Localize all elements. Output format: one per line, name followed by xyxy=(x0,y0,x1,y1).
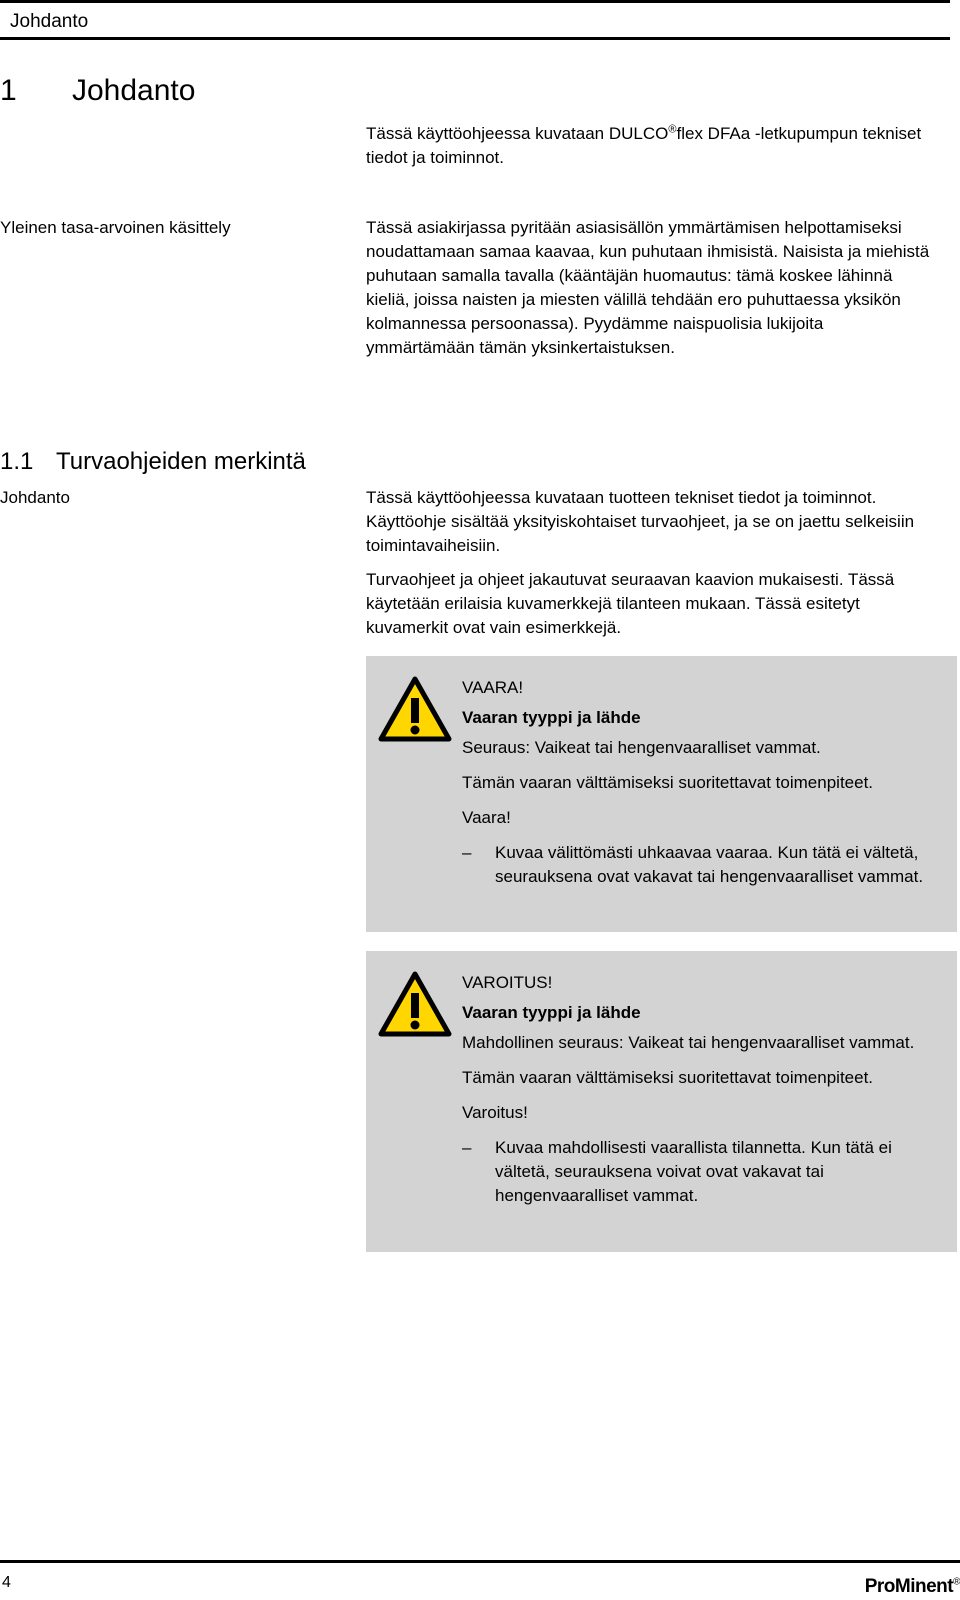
warning-triangle-icon xyxy=(378,971,452,1037)
section-heading-1 xyxy=(0,74,195,108)
registered-mark: ® xyxy=(668,123,677,136)
intro-paragraph xyxy=(366,122,936,170)
brand-name: ProMinent xyxy=(864,1576,954,1597)
page-number: 4 xyxy=(2,1574,11,1591)
section-heading-1-1 xyxy=(0,448,306,476)
signal-word: VAARA! xyxy=(462,678,524,697)
signal-word: VAROITUS! xyxy=(462,973,553,992)
hazard-level: Vaara! xyxy=(462,808,511,827)
section-number: 1 xyxy=(0,74,17,107)
running-header-title: Johdanto xyxy=(10,11,89,32)
hazard-type: Vaaran tyyppi ja lähde xyxy=(462,1003,641,1022)
side-label-equality: Yleinen tasa-arvoinen käsittely xyxy=(0,218,231,237)
intro-text-prefix: Tässä käyttöohjeessa kuvataan DULCO xyxy=(366,124,669,143)
equality-paragraph: Tässä asiakirjassa pyritään asiasisällön ymmärtämisen helpottamiseksi noudattamaan samaa kaavaa, kun puhutaan ihmisistä. Naisista ja miehistä puhutaan samalla tavalla (kääntäjän huomautus: tämä koskee lähinnä kieliä, joissa naisten ja miesten välillä tehdään ero puhuttaessa yksikön kolmannessa persoonassa). Pyydämme naispuolisia lukijoita ymmärtämään tämän yksinkertaistuksen. xyxy=(366,218,930,357)
warning-notice-box xyxy=(366,951,957,1252)
section-title: Johdanto xyxy=(72,74,196,107)
intro-text-suffix: flex DFAa -letkupumpun tekniset tiedot ja toiminnot. xyxy=(366,124,922,167)
hazard-description: Kuvaa mahdollisesti vaarallista tilannetta. Kun tätä ei vältetä, seurauksena voivat ovat vakavat tai hengenvaaralliset vammat. xyxy=(495,1138,892,1205)
dash-bullet: – xyxy=(462,843,472,862)
subsection-number: 1.1 xyxy=(0,448,34,475)
hazard-consequence: Mahdollinen seuraus: Vaikeat tai hengenvaaralliset vammat. xyxy=(462,1033,915,1052)
danger-notice-box xyxy=(366,656,957,932)
hazard-description-item xyxy=(462,1136,943,1208)
hazard-consequence: Seuraus: Vaikeat tai hengenvaaralliset vammat. xyxy=(462,738,821,757)
hazard-description-item xyxy=(462,841,943,889)
hazard-type: Vaaran tyyppi ja lähde xyxy=(462,708,641,727)
safety-intro-paragraph-2: Turvaohjeet ja ohjeet jakautuvat seuraavan kaavion mukaisesti. Tässä käytetään erilaisia kuvamerkkejä tilanteen mukaan. Tässä esitetyt kuvamerkit ovat vain esimerkkejä. xyxy=(366,570,895,637)
footer-rule xyxy=(0,1560,960,1563)
hazard-action: Tämän vaaran välttämiseksi suoritettavat toimenpiteet. xyxy=(462,1068,874,1087)
brand-logo xyxy=(865,1576,960,1598)
hazard-description: Kuvaa välittömästi uhkaavaa vaaraa. Kun tätä ei vältetä, seurauksena ovat vakavat tai hengenvaaralliset vammat. xyxy=(495,843,924,886)
hazard-level: Varoitus! xyxy=(462,1103,528,1122)
subsection-title: Turvaohjeiden merkintä xyxy=(56,448,306,475)
page-header-bar xyxy=(0,0,950,40)
brand-registered-mark: ® xyxy=(953,1576,960,1588)
warning-triangle-icon xyxy=(378,676,452,742)
dash-bullet: – xyxy=(462,1138,472,1157)
side-label-intro: Johdanto xyxy=(0,488,70,507)
safety-intro-text xyxy=(366,486,936,650)
safety-intro-paragraph-1: Tässä käyttöohjeessa kuvataan tuotteen tekniset tiedot ja toiminnot. Käyttöohje sisältää yksityiskohtaiset turvaohjeet, ja se on jaettu selkeisiin toimintavaiheisiin. xyxy=(366,488,915,555)
hazard-action: Tämän vaaran välttämiseksi suoritettavat toimenpiteet. xyxy=(462,773,874,792)
